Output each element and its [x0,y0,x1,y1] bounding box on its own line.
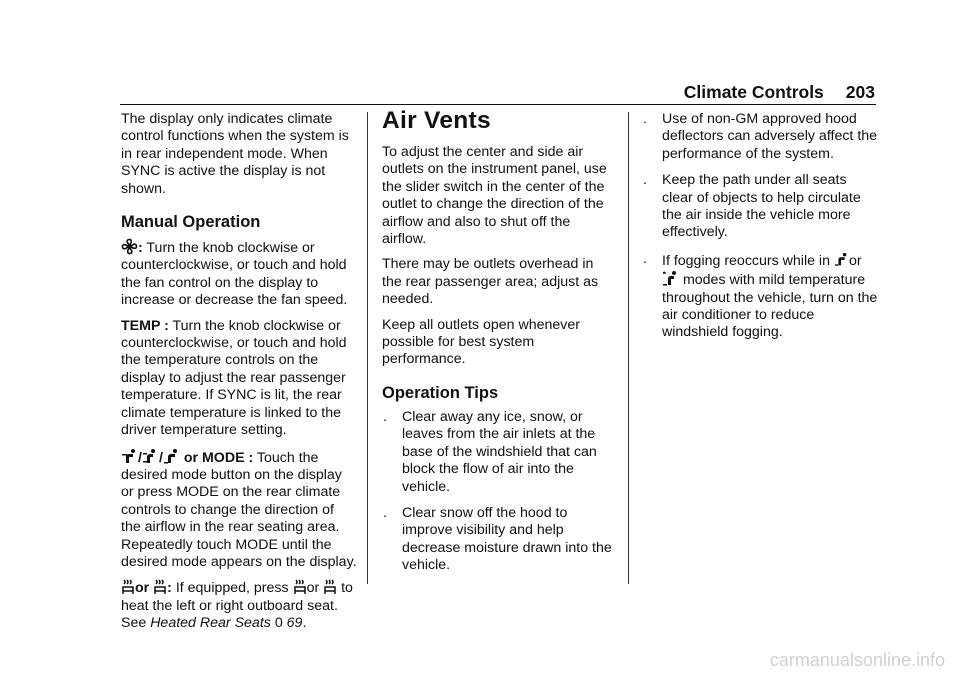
fan-label: : [138,240,143,257]
bullet-marker: . [383,408,387,425]
list-item-text: Use of non-GM approved hood deflectors can adversely affect the performance of the system. [662,111,878,162]
tips-list [382,409,614,575]
list-item-text: Clear snow off the hood to improve visibility and help decrease moisture drawn into the vehicle. [402,504,612,574]
heated-seat-right-icon [153,579,167,595]
vent-mode-icon [121,448,138,465]
seat-text-1: If equipped, press [171,580,289,597]
temp-label: TEMP : [121,317,169,334]
fan-icon [121,238,138,255]
bullet3-or: or [848,252,862,269]
seat-or-label: or [135,580,150,597]
watermark [0,650,960,671]
list-item-text: If fogging reoccurs while in [662,252,830,269]
bullet-marker: . [383,504,387,521]
page-header [0,82,875,103]
manual-operation-heading: Manual Operation [121,213,261,232]
column-2 [382,107,614,584]
list-item [382,409,614,496]
mode-separator: / [158,449,163,466]
vents-paragraph-1: To adjust the center and side air outlets on the instrument panel, use the slider switch in the center of the outlet to change the direction of the airflow and also to shut off the airflow. [382,144,607,248]
operation-tips-heading: Operation Tips [382,383,499,402]
temp-paragraph [121,318,357,440]
header-rule [120,104,876,105]
page-number: 203 [845,82,875,102]
heated-seat-left-icon [293,579,307,595]
bullet-marker: . [643,172,647,189]
seat-period: . [302,615,307,632]
list-item [382,505,614,575]
fan-paragraph [121,238,357,310]
air-vents-heading: Air Vents [382,107,491,134]
page-ref-number: 69 [286,615,303,632]
column-3 [642,111,878,351]
temp-text: Turn the knob clockwise or counterclockwise, or touch and hold the temperature controls on the display to adjust the rear passenger temperature. If SYNC is lit, the rear climate temperature is linked to the driver temperature setting. [121,317,347,439]
vents-paragraph-2: There may be outlets overhead in the rear passenger area; adjust as needed. [382,256,599,308]
mode-separator: / [138,449,142,466]
list-item-text: Clear away any ice, snow, or leaves from the air inlets at the base of the windshield that can block the flow of air into the vehicle. [402,408,597,495]
bullet-marker: . [643,111,647,127]
list-item [642,172,878,242]
list-item-text: modes with mild temperature throughout the vehicle, turn on the air conditioner to reduce windshield fogging. [662,272,878,341]
heated-rear-seats-link[interactable]: Heated Rear Seats [150,615,271,632]
bi-level-mode-icon [142,448,159,465]
column-divider-1 [367,112,368,584]
floor-mode-icon [834,251,849,268]
watermark-text: carmanualsonline.info [769,650,945,670]
mode-paragraph [121,448,357,572]
page-ref-arrow: 0 [274,615,283,632]
list-item [642,111,878,163]
tips-list-continued [642,111,878,342]
bullet-marker: . [643,250,647,267]
intro-paragraph: The display only indicates climate control functions when the system is in rear independent mode. When SYNC is active the display is not shown. [121,111,349,197]
heated-seat-right-icon [323,579,337,595]
fan-text: Turn the knob clockwise or counterclockwise, or touch and hold the fan control on the display to increase or decrease the fan speed. [121,240,348,309]
list-item [642,251,878,342]
vents-paragraph-3: Keep all outlets open whenever possible for best system performance. [382,316,580,368]
heated-seat-paragraph [121,579,357,632]
column-1 [121,111,357,641]
list-item-text: Keep the path under all seats clear of objects to help circulate the air inside the vehicle more effectively. [662,172,861,241]
mode-text: Touch the desired mode button on the display or press MODE on the rear climate controls to change the direction of the airflow in the rear seating area. Repeatedly touch MODE until the desired mode appears on the display. [121,449,357,570]
mode-label: or MODE : [183,449,254,466]
seat-colon: : [167,580,172,597]
floor-mode-icon [163,448,180,465]
seat-or-text: or [306,580,320,597]
column-divider-2 [628,112,629,584]
heated-seat-left-icon [121,579,135,595]
section-title: Climate Controls [683,82,824,102]
seat-text-2: to heat the left or right outboard seat. See [121,580,353,632]
defrost-floor-mode-icon [662,270,679,287]
